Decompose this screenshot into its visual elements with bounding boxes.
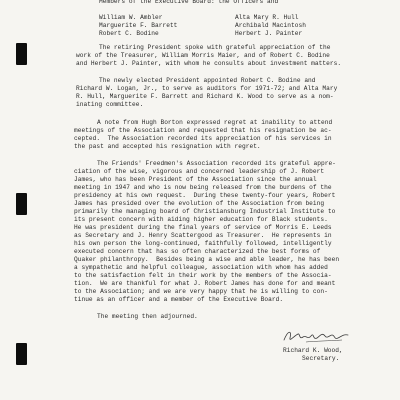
paragraph-line: The retiring President spoke with grateful appreciation of the — [99, 44, 331, 51]
paragraph-line: He was president during the final years of service of Morris E. Leeds — [74, 224, 332, 231]
board-member-name: Herbert J. Painter — [235, 30, 303, 37]
paragraph-line: tion. We are thankful for what J. Robert James has done for and meant — [74, 280, 336, 287]
paragraph-line: the past and accepted his resignation with regret. — [74, 143, 261, 150]
paragraph-line: The Friends' Freedmen's Association recorded its grateful appre- — [97, 160, 336, 167]
punch-hole — [16, 193, 27, 215]
paragraph-line: cepted. The Association recorded its appreciation of his services in — [74, 135, 332, 142]
punch-hole — [16, 43, 27, 65]
paragraph-line: to the Association; and we are very happy that he is willing to con- — [74, 288, 328, 295]
board-member-name: Alta Mary R. Hull — [235, 14, 299, 21]
paragraph-line: inating committee. — [76, 101, 144, 108]
paragraph-line: The newly elected President appointed Robert C. Bodine and — [99, 77, 316, 84]
paragraph-line: James, who has been President of the Association since the annual — [74, 176, 317, 183]
paragraph-line: meetings of the Association and requested that his resignation be ac- — [74, 127, 332, 134]
paragraph-line: its present concern with aiding higher education for Black students. — [74, 216, 328, 223]
closing-line: The meeting then adjourned. — [97, 313, 198, 320]
signer-name: Richard K. Wood, — [283, 347, 343, 354]
board-member-name: William W. Ambler — [99, 14, 163, 21]
paragraph-line: executed concern that has so often characterized the best forms of — [74, 248, 321, 255]
signer-title: Secretary. — [302, 355, 340, 362]
paragraph-line: his own person the long-continued, faithfully followed, intelligently — [74, 240, 332, 247]
board-member-name: Marguerite F. Barrett — [99, 22, 178, 29]
paragraph-line: presidency at his own request. During these twenty-four years, Robert — [74, 192, 336, 199]
paragraph-line: Richard W. Logan, Jr., to serve as auditors for 1971-72; and Alta Mary — [76, 85, 338, 92]
paragraph-line: ciation of the wise, vigorous and concerned leadership of J. Robert — [74, 168, 325, 175]
paragraph-line: to the satisfaction felt in their work by the members of the Associa- — [74, 272, 332, 279]
punch-hole — [16, 343, 27, 365]
paragraph-line: meeting in 1947 and who is now being released from the burdens of the — [74, 184, 332, 191]
paragraph-line: primarily the managing board of Christiansburg Industrial Institute to — [74, 208, 336, 215]
paragraph-line: James has presided over the evolution of the Association from being — [74, 200, 325, 207]
paragraph-line: and Herbert J. Painter, with whom he consults about investment matters. — [76, 60, 342, 67]
paragraph-line: tinue as an officer and a member of the Executive Board. — [74, 296, 284, 303]
paragraph-line: A note from Hugh Borton expressed regret at inability to attend — [97, 119, 333, 126]
paragraph-line: as Secretary and J. Henry Scattergood as Treasurer. He represents in — [74, 232, 332, 239]
paragraph-line: a sympathetic and helpful colleague, association with whom has added — [74, 264, 328, 271]
board-member-name: Archibald Macintosh — [235, 22, 306, 29]
paragraph-line: work of the Treasurer, William Morris Maier, and of Robert C. Bodine — [76, 52, 330, 59]
handwritten-signature — [282, 326, 352, 346]
paragraph-line: Quaker philanthropy. Besides being a wise and able leader, he has been — [74, 256, 340, 263]
paragraph-line: R. Hull, Marguerite F. Barrett and Richard K. Wood to serve as a nom- — [76, 93, 334, 100]
executive-board-header: Members of the Executive Board: the Officers and — [99, 0, 279, 5]
board-member-name: Robert C. Bodine — [99, 30, 159, 37]
